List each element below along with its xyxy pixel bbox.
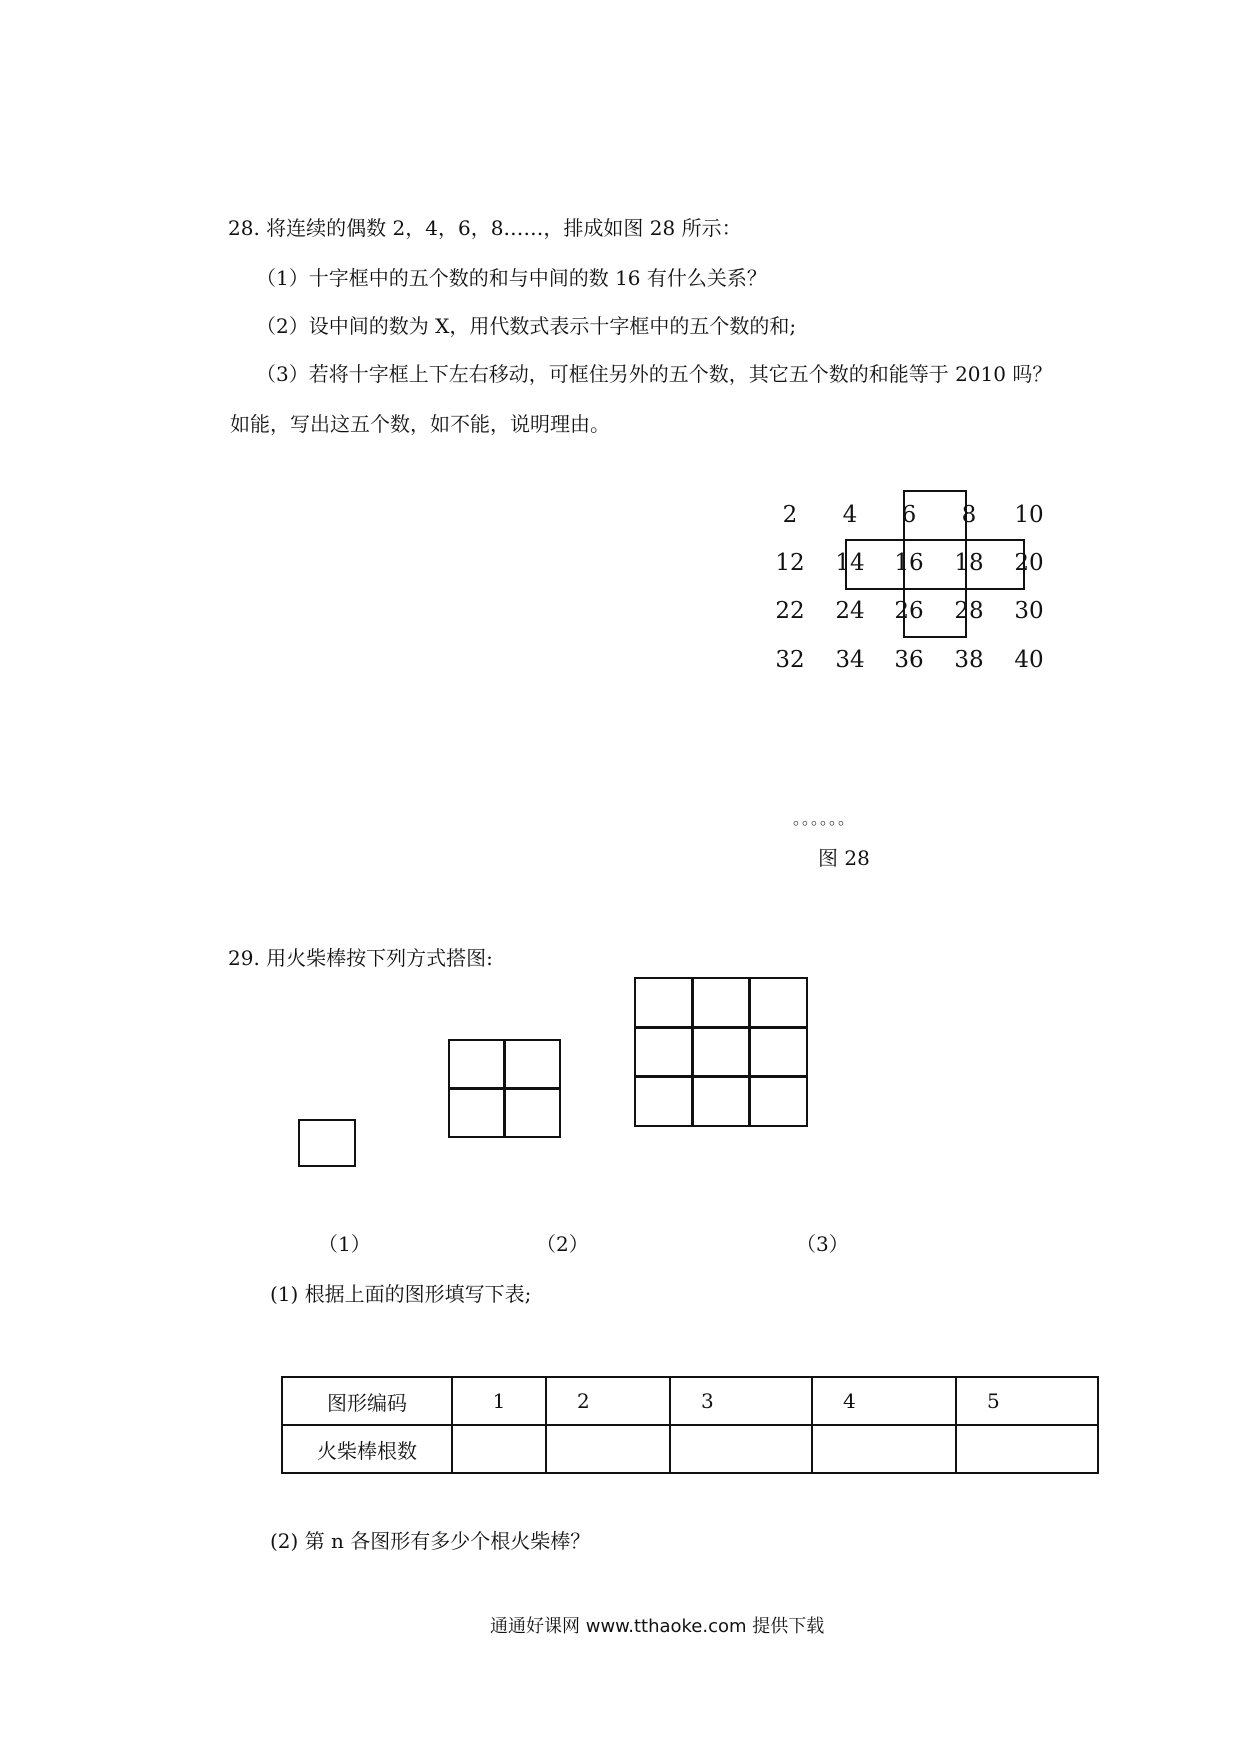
fig2-cell bbox=[448, 1087, 506, 1138]
grid-number: 8 bbox=[961, 502, 977, 528]
fig2-cell bbox=[448, 1039, 506, 1090]
table-col-3: 3 bbox=[670, 1377, 812, 1425]
grid-number: 34 bbox=[835, 647, 865, 673]
fig3-cell bbox=[748, 1026, 808, 1078]
q28-part1: （1）十字框中的五个数的和与中间的数 16 有什么关系？ bbox=[256, 266, 767, 290]
table-row bbox=[282, 1425, 1098, 1473]
figure-label-3: （3） bbox=[796, 1232, 849, 1256]
matchstick-figure-1 bbox=[298, 1119, 356, 1167]
q28-part3-line2: 如能，写出这五个数，如不能，说明理由。 bbox=[230, 412, 610, 436]
q28-part2: （2）设中间的数为 X，用代数式表示十字框中的五个数的和; bbox=[256, 314, 797, 338]
page-footer: 通通好课网 www.tthaoke.com 提供下载 bbox=[490, 1616, 825, 1637]
table-col-5: 5 bbox=[956, 1377, 1098, 1425]
grid-number: 10 bbox=[1014, 502, 1044, 528]
grid-number: 38 bbox=[954, 647, 984, 673]
figure-label-1: （1） bbox=[318, 1232, 371, 1256]
answer-cell-1[interactable] bbox=[452, 1425, 546, 1473]
table-col-1: 1 bbox=[452, 1377, 546, 1425]
grid-number: 26 bbox=[894, 598, 924, 624]
fig3-cell bbox=[634, 1075, 694, 1127]
grid-number: 24 bbox=[835, 598, 865, 624]
grid-number: 14 bbox=[835, 550, 865, 576]
fig3-cell bbox=[748, 977, 808, 1029]
figure-28-caption: 图 28 bbox=[818, 846, 870, 870]
fig2-cell bbox=[503, 1039, 561, 1090]
grid-number: 20 bbox=[1014, 550, 1044, 576]
grid-number: 40 bbox=[1014, 647, 1044, 673]
fig2-cell bbox=[503, 1087, 561, 1138]
grid-number: 12 bbox=[775, 550, 805, 576]
answer-cell-5[interactable] bbox=[956, 1425, 1098, 1473]
q29-part2: (2) 第 n 各图形有多少个根火柴棒？ bbox=[270, 1529, 591, 1553]
fig3-cell bbox=[634, 1026, 694, 1078]
table-header-matchstick-count: 火柴棒根数 bbox=[282, 1425, 452, 1473]
grid-number: 22 bbox=[775, 598, 805, 624]
grid-number: 2 bbox=[782, 502, 798, 528]
matchstick-table bbox=[281, 1376, 1099, 1474]
grid-number: 18 bbox=[954, 550, 984, 576]
fig3-cell bbox=[634, 977, 694, 1029]
q28-title: 28. 将连续的偶数 2，4，6，8……，排成如图 28 所示： bbox=[228, 216, 742, 240]
grid-number: 28 bbox=[954, 598, 984, 624]
grid-number: 4 bbox=[842, 502, 858, 528]
q28-part3-line1: （3）若将十字框上下左右移动，可框住另外的五个数，其它五个数的和能等于 2010 吗？ bbox=[256, 362, 1053, 386]
q29-part1: (1) 根据上面的图形填写下表; bbox=[270, 1282, 532, 1306]
fig3-cell bbox=[748, 1075, 808, 1127]
grid-number: 6 bbox=[901, 502, 917, 528]
table-row bbox=[282, 1377, 1098, 1425]
grid-number: 16 bbox=[894, 550, 924, 576]
q29-title: 29. 用火柴棒按下列方式搭图: bbox=[228, 946, 493, 970]
grid-number: 32 bbox=[775, 647, 805, 673]
figure-label-2: （2） bbox=[536, 1232, 589, 1256]
table-header-figure-code: 图形编码 bbox=[282, 1377, 452, 1425]
grid-number: 30 bbox=[1014, 598, 1044, 624]
grid-ellipsis: 。。。。。。 bbox=[793, 809, 856, 828]
fig3-cell bbox=[691, 977, 751, 1029]
fig3-cell bbox=[691, 1026, 751, 1078]
grid-number: 36 bbox=[894, 647, 924, 673]
fig3-cell bbox=[691, 1075, 751, 1127]
table-col-2: 2 bbox=[546, 1377, 670, 1425]
answer-cell-2[interactable] bbox=[546, 1425, 670, 1473]
answer-cell-3[interactable] bbox=[670, 1425, 812, 1473]
answer-cell-4[interactable] bbox=[812, 1425, 956, 1473]
table-col-4: 4 bbox=[812, 1377, 956, 1425]
